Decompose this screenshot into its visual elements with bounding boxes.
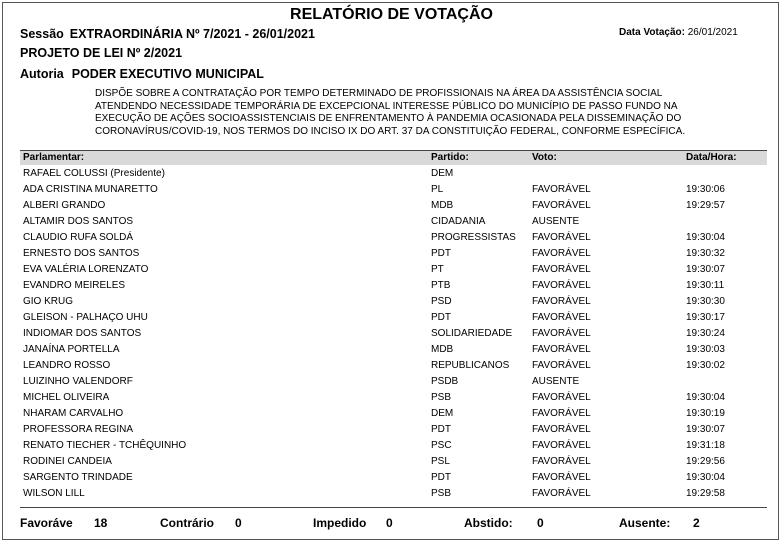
total-favor-value: 18 xyxy=(94,516,108,530)
total-ausente-label: Ausente: xyxy=(619,516,671,530)
cell-data-hora: 19:30:02 xyxy=(686,360,725,371)
cell-partido: SOLIDARIEDADE xyxy=(431,328,513,339)
cell-partido: PTB xyxy=(431,280,451,291)
cell-voto: FAVORÁVEL xyxy=(532,312,591,323)
total-impedido-value: 0 xyxy=(386,516,393,530)
cell-parlamentar: GIO KRUG xyxy=(23,296,74,307)
project-description xyxy=(95,88,755,138)
cell-parlamentar: NHARAM CARVALHO xyxy=(23,408,124,419)
cell-data-hora: 19:30:07 xyxy=(686,264,725,275)
total-abstido-label: Abstido: xyxy=(464,516,513,530)
total-contra-label: Contrário xyxy=(160,516,214,530)
table-row xyxy=(20,167,767,183)
column-header-data-hora: Data/Hora: xyxy=(686,152,737,163)
cell-parlamentar: LUIZINHO VALENDORF xyxy=(23,376,133,387)
table-row xyxy=(20,199,767,215)
cell-voto: FAVORÁVEL xyxy=(532,296,591,307)
cell-data-hora: 19:29:57 xyxy=(686,200,725,211)
cell-voto: FAVORÁVEL xyxy=(532,360,591,371)
table-row xyxy=(20,391,767,407)
column-header-partido: Partido: xyxy=(431,152,469,163)
cell-parlamentar: PROFESSORA REGINA xyxy=(23,424,134,435)
cell-partido: PROGRESSISTAS xyxy=(431,232,516,243)
cell-parlamentar: LEANDRO ROSSO xyxy=(23,360,111,371)
cell-parlamentar: RENATO TIECHER - TCHÊQUINHO xyxy=(23,440,187,451)
cell-data-hora: 19:30:32 xyxy=(686,248,725,259)
author-label: Autoria xyxy=(20,67,64,81)
cell-parlamentar: SARGENTO TRINDADE xyxy=(23,472,133,483)
table-row xyxy=(20,375,767,391)
cell-partido: PSD xyxy=(431,296,452,307)
table-row xyxy=(20,359,767,375)
cell-voto: FAVORÁVEL xyxy=(532,248,591,259)
cell-partido: DEM xyxy=(431,408,454,419)
cell-partido: MDB xyxy=(431,200,454,211)
author-value: PODER EXECUTIVO MUNICIPAL xyxy=(71,67,264,81)
cell-partido: PSB xyxy=(431,488,452,499)
table-row xyxy=(20,247,767,263)
cell-partido: PDT xyxy=(431,472,451,483)
cell-partido: PDT xyxy=(431,312,451,323)
table-row xyxy=(20,295,767,311)
cell-data-hora: 19:30:06 xyxy=(686,184,725,195)
cell-voto: AUSENTE xyxy=(532,376,580,387)
table-row xyxy=(20,231,767,247)
cell-voto: FAVORÁVEL xyxy=(532,344,591,355)
vote-date-value: 26/01/2021 xyxy=(687,27,738,38)
cell-voto: FAVORÁVEL xyxy=(532,232,591,243)
total-contra-value: 0 xyxy=(235,516,242,530)
cell-data-hora: 19:30:04 xyxy=(686,232,725,243)
vote-date-label: Data Votação: xyxy=(619,27,685,38)
table-row xyxy=(20,407,767,423)
cell-parlamentar: ADA CRISTINA MUNARETTO xyxy=(23,184,158,195)
cell-parlamentar: WILSON LILL xyxy=(23,488,85,499)
description-line: EXECUÇÃO DE AÇÕES SOCIOASSISTENCIAIS DE ENFRENTAMENTO À PANDEMIA OCASIONADA PELA DISSEMINAÇÃO DO xyxy=(95,113,682,125)
cell-partido: PT xyxy=(431,264,444,275)
divider xyxy=(20,507,767,508)
session-line xyxy=(20,27,315,41)
cell-parlamentar: GLEISON - PALHAÇO UHU xyxy=(23,312,148,323)
cell-parlamentar: CLAUDIO RUFA SOLDÁ xyxy=(23,232,134,243)
cell-data-hora: 19:30:19 xyxy=(686,408,725,419)
cell-data-hora: 19:30:17 xyxy=(686,312,725,323)
description-line: DISPÕE SOBRE A CONTRATAÇÃO POR TEMPO DETERMINADO DE PROFISSIONAIS NA ÁREA DA ASSISTÊNCIA SOCIAL xyxy=(95,88,663,99)
cell-data-hora: 19:31:18 xyxy=(686,440,725,451)
table-row xyxy=(20,327,767,343)
cell-voto: FAVORÁVEL xyxy=(532,280,591,291)
cell-voto: FAVORÁVEL xyxy=(532,264,591,275)
total-favor-label: Favoráve xyxy=(20,516,73,530)
column-header-parlamentar: Parlamentar: xyxy=(23,152,85,163)
session-label: Sessão xyxy=(20,27,64,41)
cell-partido: CIDADANIA xyxy=(431,216,486,227)
cell-voto: FAVORÁVEL xyxy=(532,328,591,339)
cell-voto: FAVORÁVEL xyxy=(532,440,591,451)
description-line: ATENDENDO NECESSIDADE TEMPORÁRIA DE EXCEPCIONAL INTERESSE PÚBLICO DO MUNICÍPIO DE PASSO FUNDO NA xyxy=(95,100,678,112)
cell-data-hora: 19:30:11 xyxy=(686,280,725,291)
cell-voto: FAVORÁVEL xyxy=(532,408,591,419)
table-row xyxy=(20,455,767,471)
table-row xyxy=(20,215,767,231)
cell-data-hora: 19:30:04 xyxy=(686,472,725,483)
table-row xyxy=(20,487,767,503)
session-value: EXTRAORDINÁRIA Nº 7/2021 - 26/01/2021 xyxy=(69,27,315,41)
table-row xyxy=(20,311,767,327)
vote-date xyxy=(619,27,738,38)
cell-voto: FAVORÁVEL xyxy=(532,424,591,435)
cell-data-hora: 19:30:04 xyxy=(686,392,725,403)
cell-partido: PSL xyxy=(431,456,450,467)
cell-voto: FAVORÁVEL xyxy=(532,488,591,499)
total-impedido-label: Impedido xyxy=(313,516,367,530)
cell-partido: PDT xyxy=(431,424,451,435)
cell-partido: PDT xyxy=(431,248,451,259)
cell-data-hora: 19:30:24 xyxy=(686,328,725,339)
cell-data-hora: 19:30:07 xyxy=(686,424,725,435)
table-row xyxy=(20,343,767,359)
vote-table xyxy=(20,167,767,503)
cell-partido: PSC xyxy=(431,440,452,451)
description-line: CORONAVÍRUS/COVID-19, NOS TERMOS DO INCISO IX DO ART. 37 DA CONSTITUIÇÃO FEDERAL, CONFORME ESPECÍFICA. xyxy=(95,125,686,137)
cell-parlamentar: INDIOMAR DOS SANTOS xyxy=(23,328,142,339)
cell-voto: AUSENTE xyxy=(532,216,580,227)
cell-parlamentar: JANAÍNA PORTELLA xyxy=(23,344,120,355)
table-row xyxy=(20,439,767,455)
cell-partido: PSDB xyxy=(431,376,459,387)
cell-voto: FAVORÁVEL xyxy=(532,456,591,467)
cell-parlamentar: EVA VALÉRIA LORENZATO xyxy=(23,264,149,275)
cell-partido: REPUBLICANOS xyxy=(431,360,510,371)
cell-partido: MDB xyxy=(431,344,454,355)
cell-partido: PL xyxy=(431,184,444,195)
table-row xyxy=(20,279,767,295)
cell-data-hora: 19:30:03 xyxy=(686,344,725,355)
cell-voto: FAVORÁVEL xyxy=(532,392,591,403)
cell-voto: FAVORÁVEL xyxy=(532,184,591,195)
table-row xyxy=(20,263,767,279)
cell-voto: FAVORÁVEL xyxy=(532,200,591,211)
cell-parlamentar: ERNESTO DOS SANTOS xyxy=(23,248,140,259)
cell-voto: FAVORÁVEL xyxy=(532,472,591,483)
cell-parlamentar: ALTAMIR DOS SANTOS xyxy=(23,216,134,227)
total-abstido-value: 0 xyxy=(537,516,544,530)
project-title: PROJETO DE LEI Nº 2/2021 xyxy=(20,46,183,60)
column-header-voto: Voto: xyxy=(532,152,557,163)
cell-data-hora: 19:29:56 xyxy=(686,456,725,467)
cell-data-hora: 19:29:58 xyxy=(686,488,725,499)
table-row xyxy=(20,183,767,199)
cell-partido: PSB xyxy=(431,392,452,403)
table-header xyxy=(20,150,767,165)
cell-parlamentar: RODINEI CANDEIA xyxy=(23,456,112,467)
total-ausente-value: 2 xyxy=(693,516,700,530)
cell-parlamentar: EVANDRO MEIRELES xyxy=(23,280,126,291)
table-row xyxy=(20,423,767,439)
report-title: RELATÓRIO DE VOTAÇÃO xyxy=(290,6,493,23)
cell-data-hora: 19:30:30 xyxy=(686,296,725,307)
author-line xyxy=(20,67,264,81)
cell-partido: DEM xyxy=(431,168,454,179)
cell-parlamentar: RAFAEL COLUSSI (Presidente) xyxy=(23,168,165,179)
table-row xyxy=(20,471,767,487)
cell-parlamentar: ALBERI GRANDO xyxy=(23,200,106,211)
cell-parlamentar: MICHEL OLIVEIRA xyxy=(23,392,110,403)
